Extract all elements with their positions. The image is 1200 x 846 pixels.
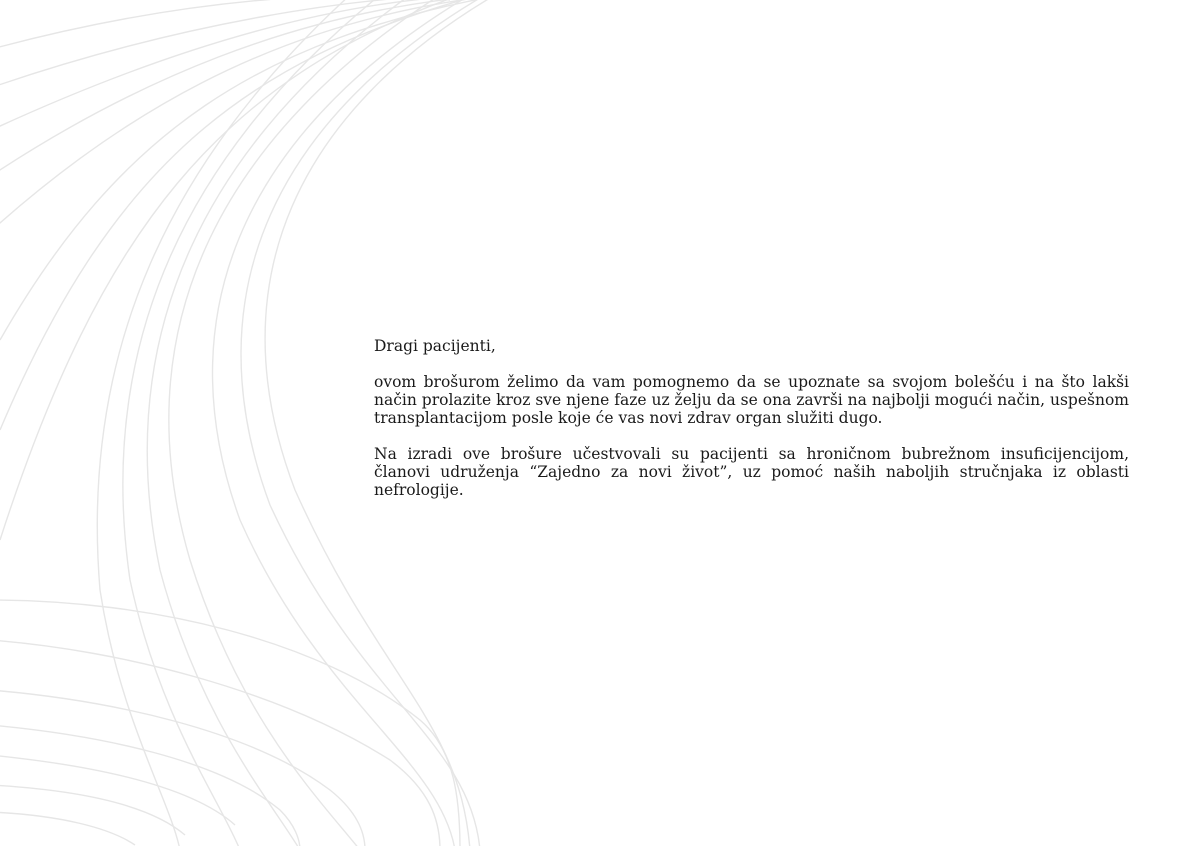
letter-text-block — [374, 337, 1129, 499]
wave-line — [0, 812, 135, 845]
wave-line — [0, 600, 460, 846]
wave-line — [123, 0, 380, 846]
wave-line — [0, 0, 470, 95]
letter-paragraph: ovom brošurom želimo da vam pomognemo da se upoznate sa svojom bolešću i na što lakši način prolazite kroz sve njene faze uz želju da se ona završi na najbolji mogući način, uspešnom transplantacijom posle koje će vas novi zdrav organ služiti dugo. — [374, 373, 1129, 427]
wave-line — [0, 725, 300, 846]
letter-paragraph: Na izradi ove brošure učestvovali su pacijenti sa hroničnom bubrežnom insuficijencijom, članovi udruženja “Zajedno za novi život”, uz pomoć naših naboljih stručnjaka iz oblasti nefrologije. — [374, 445, 1129, 499]
wave-line — [0, 755, 235, 825]
letter-greeting: Dragi pacijenti, — [374, 337, 496, 355]
wave-line — [0, 785, 185, 835]
wave-line — [0, 690, 365, 846]
wave-line — [147, 0, 410, 846]
